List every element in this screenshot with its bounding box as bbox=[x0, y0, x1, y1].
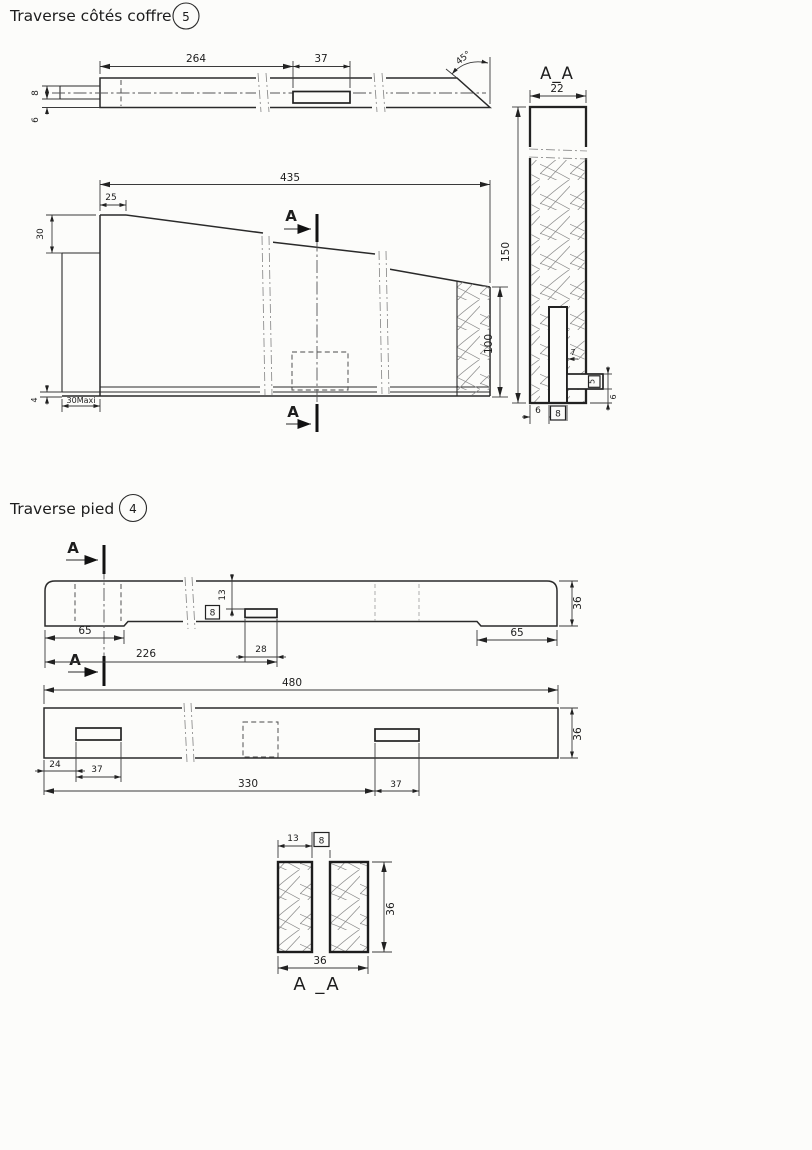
dim-8-label: 8 bbox=[31, 90, 41, 96]
d1-section-aa bbox=[500, 64, 618, 424]
dim-226-label: 226 bbox=[135, 648, 157, 660]
dim-330-label: 330 bbox=[237, 778, 259, 790]
dim-30-label: 30 bbox=[36, 228, 46, 240]
section-marker-a-bottom: A bbox=[287, 403, 299, 421]
drawing1-part-number: 5 bbox=[182, 10, 190, 24]
drawing1-title-block bbox=[9, 3, 199, 29]
section-marker-a-bottom: A bbox=[69, 651, 81, 669]
dim-37-label: 37 bbox=[314, 53, 328, 65]
drawing2-title-block bbox=[9, 495, 147, 522]
mortise-slot bbox=[245, 609, 277, 618]
dim-150-label: 150 bbox=[500, 241, 512, 263]
section-right-block bbox=[330, 862, 368, 952]
d1-top-view bbox=[31, 50, 490, 123]
mortise-left bbox=[76, 728, 121, 740]
dim-37-right-label: 37 bbox=[390, 780, 402, 790]
d2-plan-view bbox=[45, 539, 584, 686]
hidden-mortise bbox=[292, 352, 348, 390]
dimension-lines-tenon bbox=[42, 86, 100, 115]
dim-13-label: 13 bbox=[287, 834, 299, 844]
drawing2-part-number: 4 bbox=[129, 502, 137, 516]
dim-22-label: 22 bbox=[550, 83, 564, 95]
dim-36-label: 36 bbox=[572, 727, 584, 741]
hidden-mortise-center bbox=[243, 722, 278, 757]
section-aa-title: A_A bbox=[540, 64, 574, 83]
dim-480-label: 480 bbox=[281, 677, 303, 689]
dim-7-label: 7 bbox=[570, 348, 576, 357]
dim-36-height-label: 36 bbox=[385, 902, 397, 916]
mortise-slot bbox=[293, 92, 350, 104]
dim-36-label: 36 bbox=[572, 596, 584, 610]
dimension-lines-top bbox=[100, 61, 350, 88]
dim-6-strip-label: 6 bbox=[609, 394, 618, 400]
dim-65-left-label: 65 bbox=[78, 625, 92, 637]
dim-6-label: 6 bbox=[31, 117, 41, 123]
dim-8-mortise-label: 8 bbox=[209, 608, 216, 619]
dim-100-label: 100 bbox=[483, 333, 495, 355]
angle-45-callout bbox=[446, 57, 490, 104]
dim-30maxi-label: 30Maxi bbox=[66, 396, 96, 405]
d2-front-view bbox=[35, 677, 584, 796]
d2-section-aa bbox=[278, 832, 397, 995]
dim-8-groove-label: 8 bbox=[555, 409, 561, 420]
d1-front-view bbox=[30, 172, 508, 432]
dim-435-label: 435 bbox=[279, 172, 301, 184]
dim-24-label: 24 bbox=[49, 760, 61, 770]
drawing2-title: Traverse pied bbox=[10, 500, 115, 518]
dim-8-slot-label: 8 bbox=[318, 836, 325, 847]
dim-65-right-label: 65 bbox=[510, 627, 524, 639]
section-marker-a-top: A bbox=[285, 207, 297, 225]
tenon-outline bbox=[60, 86, 100, 99]
dim-264-label: 264 bbox=[185, 53, 207, 65]
mortise-right bbox=[375, 729, 419, 741]
dim-25-label: 25 bbox=[105, 193, 117, 203]
body-outline bbox=[62, 215, 490, 396]
dim-28-label: 28 bbox=[255, 645, 267, 655]
dim-13-label: 13 bbox=[218, 589, 228, 601]
drawing1-title: Traverse côtés coffre bbox=[10, 7, 172, 25]
section-aa-title: A _A bbox=[293, 974, 341, 995]
plan-outline bbox=[45, 581, 557, 626]
dim-6-wall-label: 6 bbox=[535, 406, 541, 416]
dim-45deg-label: 45° bbox=[454, 49, 474, 68]
tenon-block-and-rails bbox=[62, 253, 490, 392]
dim-5-label: 5 bbox=[587, 378, 597, 385]
dim-4-label: 4 bbox=[30, 397, 39, 403]
section-marker-a-top: A bbox=[67, 539, 79, 557]
dim-36-width-label: 36 bbox=[313, 955, 327, 967]
section-left-block bbox=[278, 862, 312, 952]
dim-37-left-label: 37 bbox=[91, 765, 103, 775]
